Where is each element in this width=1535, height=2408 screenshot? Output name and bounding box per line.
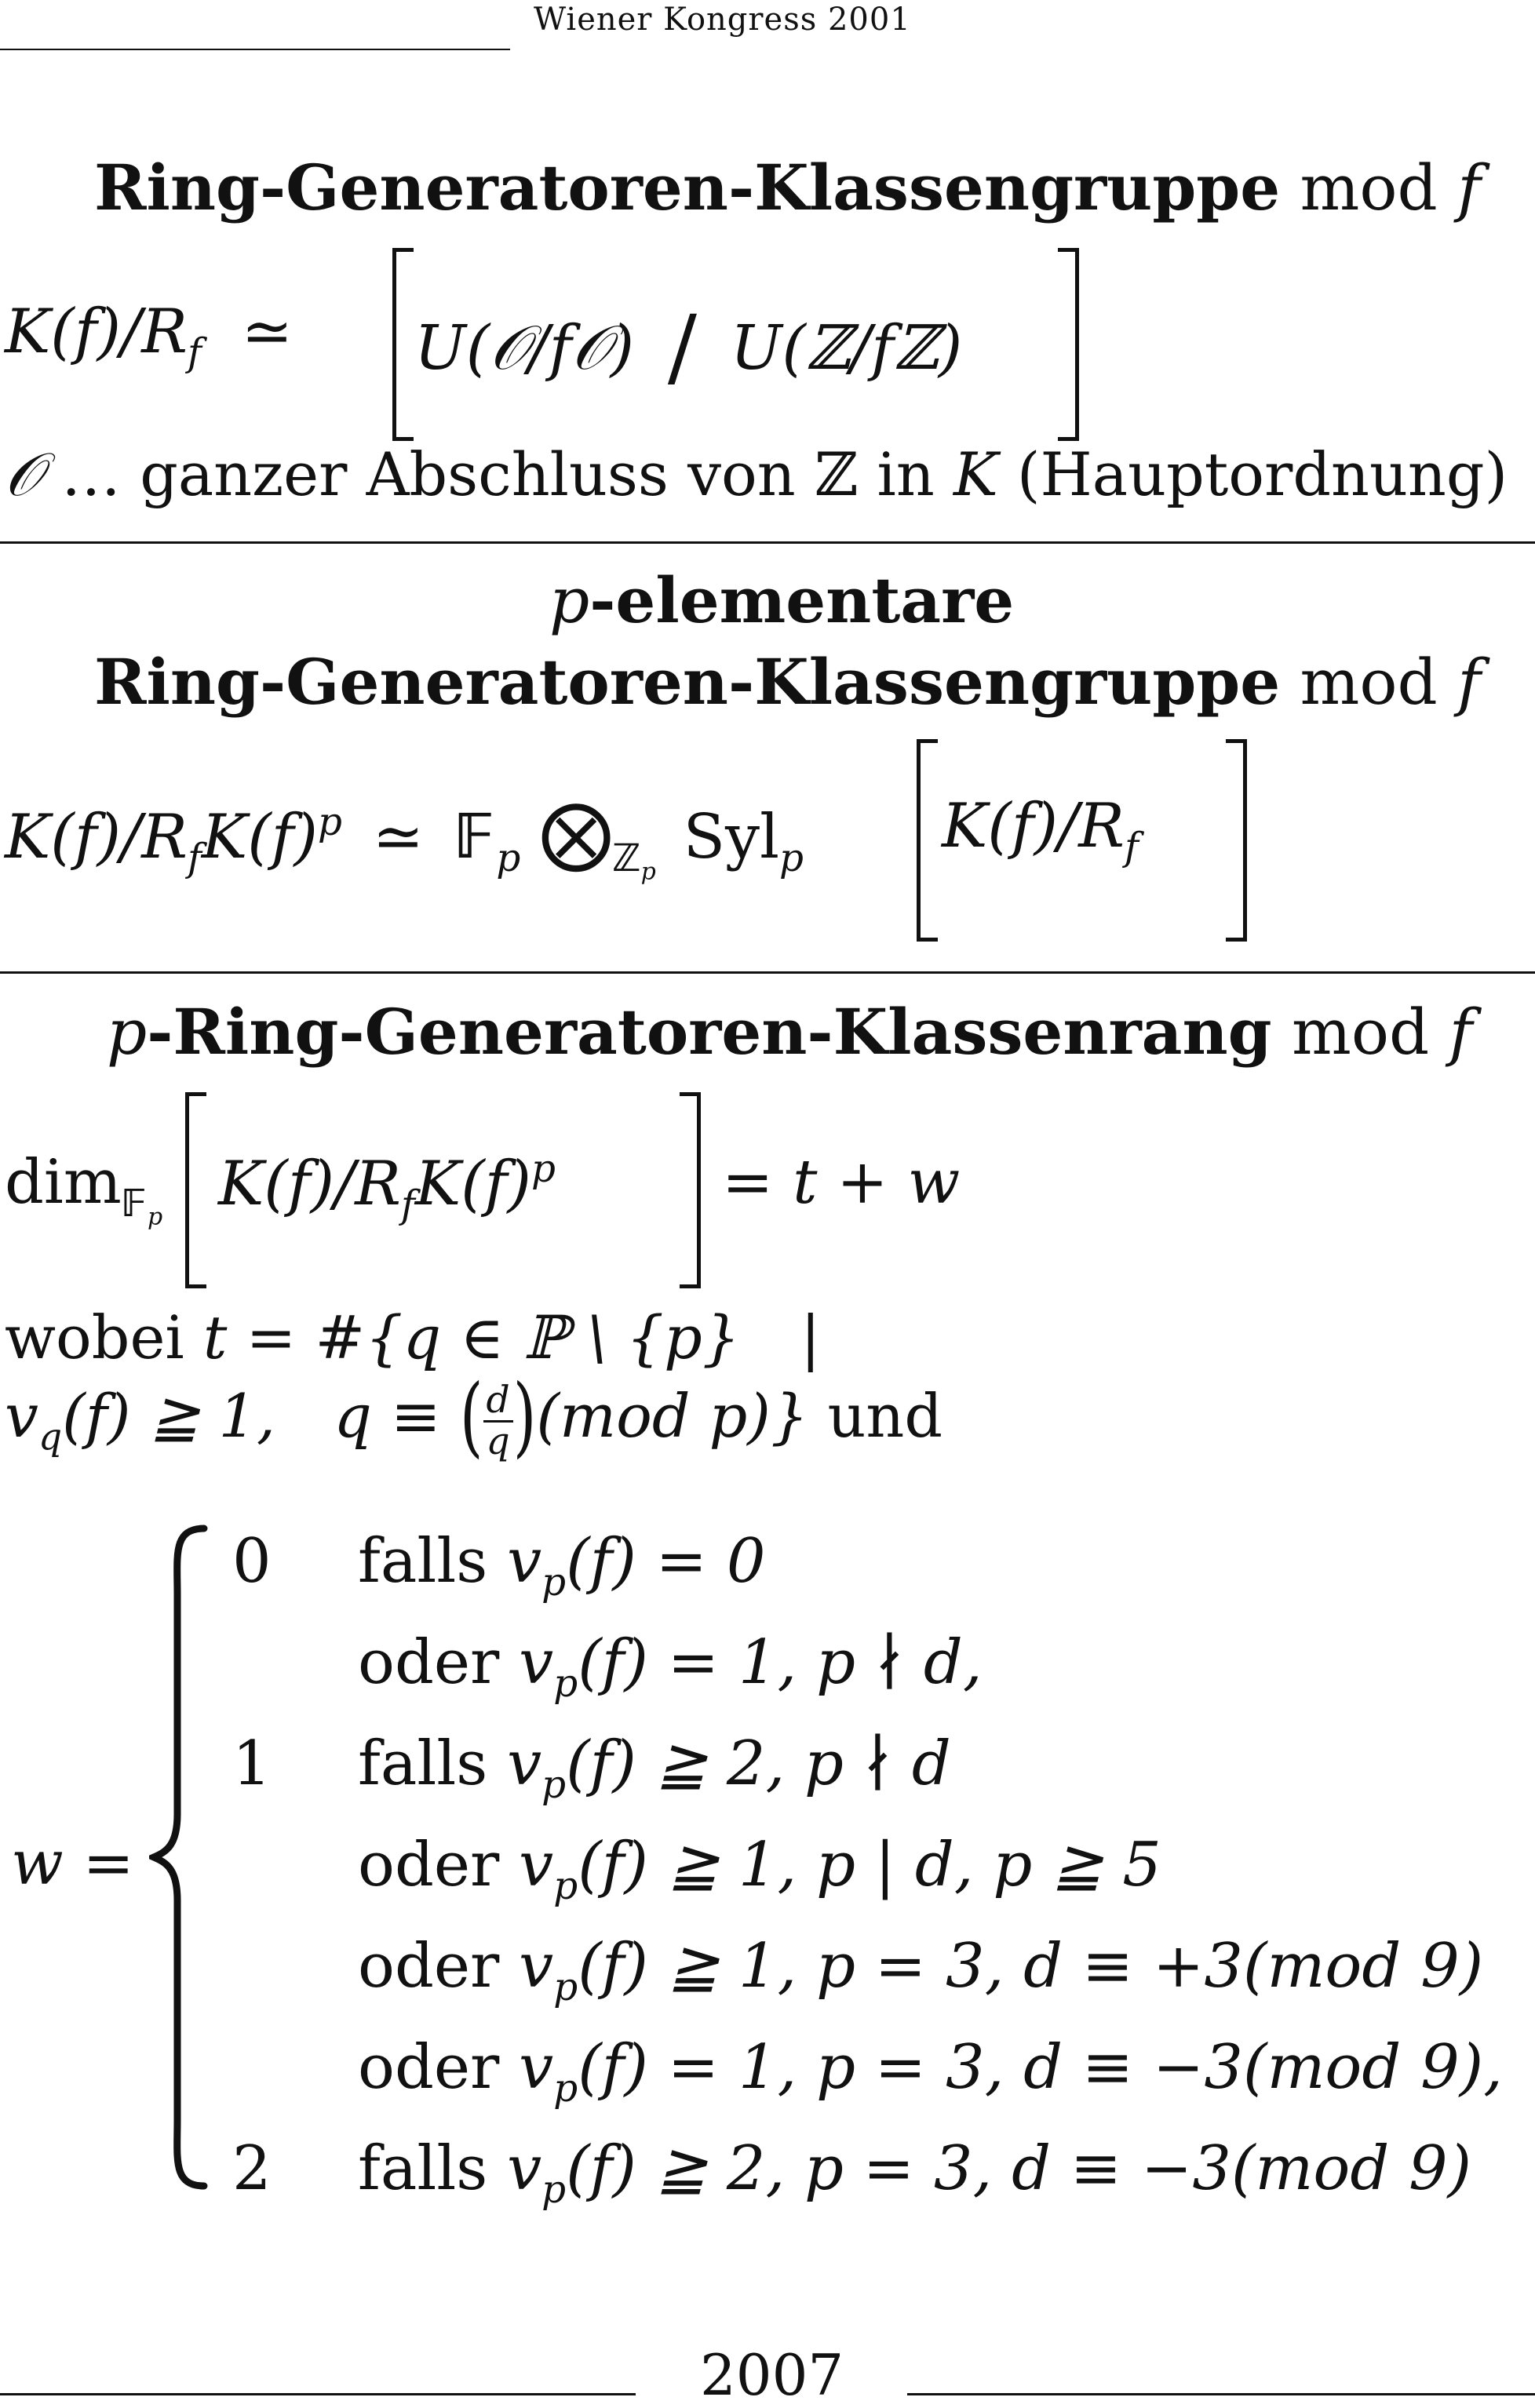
case-condition-head: falls v — [358, 1526, 542, 1597]
section2-right-bracket — [1226, 739, 1247, 942]
section3-dim-rhs: = t + w — [722, 1147, 961, 1218]
section3-condition — [5, 1364, 943, 1467]
s2-syl: Syl — [683, 802, 780, 872]
case-condition-head: oder v — [358, 1931, 554, 2002]
wobei-bar: | — [800, 1302, 821, 1372]
s2-lhs-sup: p — [317, 800, 342, 844]
s2-otimes-sub: ℤ — [612, 836, 641, 880]
case-condition-tail: (f) ≧ 2, p ∤ d — [566, 1729, 951, 1799]
dim-inner-sup: p — [531, 1147, 556, 1191]
section1-formula-quotient — [414, 297, 962, 397]
cond-rest: (f) ≧ 1, — [62, 1381, 276, 1451]
section3-right-bracket — [680, 1092, 701, 1288]
section2-heading-p: p — [549, 564, 590, 637]
case-condition-tail: (f) = 1, p = 3, d ≡ −3(mod 9), — [578, 2032, 1503, 2103]
note-text: … ganzer Abschluss von ℤ in — [42, 439, 953, 509]
case-condition-head: oder v — [358, 1627, 554, 1698]
section3-dim-label — [5, 1147, 162, 1230]
quotient-denominator: U(ℤ/fℤ) — [730, 313, 963, 384]
case-condition-sub: p — [553, 2066, 578, 2111]
section3-heading-bold: -Ring-Generatoren-Klassenrang — [147, 995, 1272, 1069]
section2-heading-line1 — [549, 563, 1014, 637]
case-condition — [358, 1729, 951, 1807]
case-condition-sub: p — [541, 1762, 567, 1807]
s2-lhs2: K(f) — [201, 802, 318, 872]
section3-wobei — [5, 1302, 740, 1372]
section1-right-bracket — [1058, 248, 1079, 441]
case-condition-sub: p — [541, 2167, 567, 2212]
footer-rule-right — [907, 2393, 1535, 2395]
cond-v-sub: q — [38, 1415, 63, 1459]
section1-heading-mod: mod — [1280, 151, 1458, 224]
section3-heading-f: f — [1449, 996, 1473, 1069]
case-condition — [358, 2032, 1503, 2111]
s2-inner-sub: f — [1125, 825, 1139, 869]
s2-lhs: K(f)/R — [5, 802, 188, 872]
section1-heading-bold: Ring-Generatoren-Klassengruppe — [94, 151, 1281, 224]
dim-subsub: p — [148, 1203, 163, 1231]
cond-mod: (mod p)} — [536, 1381, 828, 1451]
case-condition — [358, 1627, 983, 1706]
section3-heading-mod: mod — [1271, 996, 1449, 1069]
header-rule — [0, 49, 510, 50]
section3-heading-p: p — [107, 996, 148, 1069]
section2-formula — [5, 791, 804, 885]
legendre-den: q — [486, 1419, 510, 1463]
page-number: 2007 — [700, 2342, 844, 2408]
dim-sub: 𝔽 — [121, 1181, 148, 1226]
case-condition-tail: (f) ≧ 1, p = 3, d ≡ +3(mod 9) — [578, 1931, 1484, 2002]
case-condition-head: oder v — [358, 1830, 554, 1900]
quotient-slash: / — [667, 297, 697, 397]
case-value: 2 — [232, 2133, 272, 2204]
section2-inner — [942, 791, 1139, 869]
section2-heading-f: f — [1457, 646, 1481, 719]
cond-q: q ≡ — [334, 1381, 460, 1451]
cases-brace — [149, 1524, 212, 2191]
quotient-numerator: U(𝒪/f𝒪) — [414, 313, 635, 384]
dim-label: dim — [5, 1147, 122, 1218]
section1-left-bracket — [392, 248, 414, 441]
rule-2 — [0, 971, 1535, 974]
cond-v: v — [5, 1381, 38, 1451]
section1-formula-lhs — [5, 297, 293, 375]
wobei-prefix: wobei — [5, 1302, 203, 1372]
section2-left-bracket — [917, 739, 938, 942]
case-condition-tail: (f) = 1, p ∤ d, — [578, 1627, 983, 1698]
case-condition-head: oder v — [358, 2032, 554, 2103]
section2-heading-elementare: -elementare — [589, 563, 1015, 637]
case-condition — [358, 1526, 765, 1605]
legendre-num: d — [483, 1381, 513, 1422]
case-value: 0 — [232, 1526, 272, 1597]
note-O: 𝒪 — [5, 439, 42, 509]
section3-heading — [107, 995, 1472, 1069]
s2-F: 𝔽 — [454, 802, 497, 872]
case-value: 1 — [232, 1729, 272, 1799]
case-condition-sub: p — [553, 1965, 578, 2009]
legendre-open: ( — [459, 1364, 483, 1467]
dim-inner: K(f)/R — [218, 1149, 402, 1220]
section2-heading-mod: mod — [1280, 646, 1458, 719]
s2-inner: K(f)/R — [942, 791, 1125, 862]
case-condition-head: falls v — [358, 1729, 542, 1799]
case-condition — [358, 1830, 1161, 1908]
rule-1 — [0, 541, 1535, 544]
case-condition-sub: p — [553, 1661, 578, 1706]
case-condition-tail: (f) ≧ 1, p | d, p ≧ 5 — [578, 1830, 1161, 1900]
note-K: K — [953, 439, 998, 509]
case-condition-tail: (f) = 0 — [566, 1526, 766, 1597]
case-condition-tail: (f) ≧ 2, p = 3, d ≡ −3(mod 9) — [566, 2133, 1472, 2204]
section3-dim-inner — [218, 1147, 556, 1227]
wobei-formula: t = #{q ∈ ℙ \ {p} — [202, 1302, 741, 1372]
section2-heading-bold: Ring-Generatoren-Klassengruppe — [94, 645, 1281, 719]
iso-symbol: ≃ — [241, 297, 294, 367]
case-condition-sub: p — [541, 1560, 567, 1605]
s2-lhs-sub: f — [188, 836, 202, 880]
formula-lhs-sub: f — [188, 330, 202, 375]
case-condition — [358, 1931, 1483, 2009]
s2-iso: ≃ — [372, 802, 425, 872]
formula-lhs-text: K(f)/R — [5, 297, 188, 367]
case-condition-sub: p — [553, 1863, 578, 1908]
section2-heading-line2 — [94, 645, 1481, 719]
s2-otimes: ⨂ — [540, 791, 613, 875]
note-paren: (Hauptordnung) — [997, 439, 1508, 509]
w-lhs: w = — [11, 1828, 134, 1899]
s2-F-sub: p — [496, 836, 521, 880]
dim-inner-sub: f — [401, 1182, 415, 1227]
case-condition — [358, 2133, 1471, 2212]
section1-note — [5, 439, 1508, 511]
header-title: Wiener Kongress 2001 — [534, 2, 911, 38]
s2-otimes-subsub: p — [640, 858, 656, 886]
dim-inner2: K(f) — [414, 1149, 531, 1220]
section1-heading — [94, 151, 1481, 224]
s2-syl-sub: p — [779, 836, 804, 880]
legendre-fraction — [483, 1381, 513, 1461]
legendre-close: ) — [512, 1364, 537, 1467]
footer-rule-left — [0, 2393, 636, 2395]
case-condition-head: falls v — [358, 2133, 542, 2204]
cond-und: und — [827, 1381, 943, 1451]
section1-heading-f: f — [1457, 151, 1481, 224]
section3-left-bracket — [185, 1092, 206, 1288]
